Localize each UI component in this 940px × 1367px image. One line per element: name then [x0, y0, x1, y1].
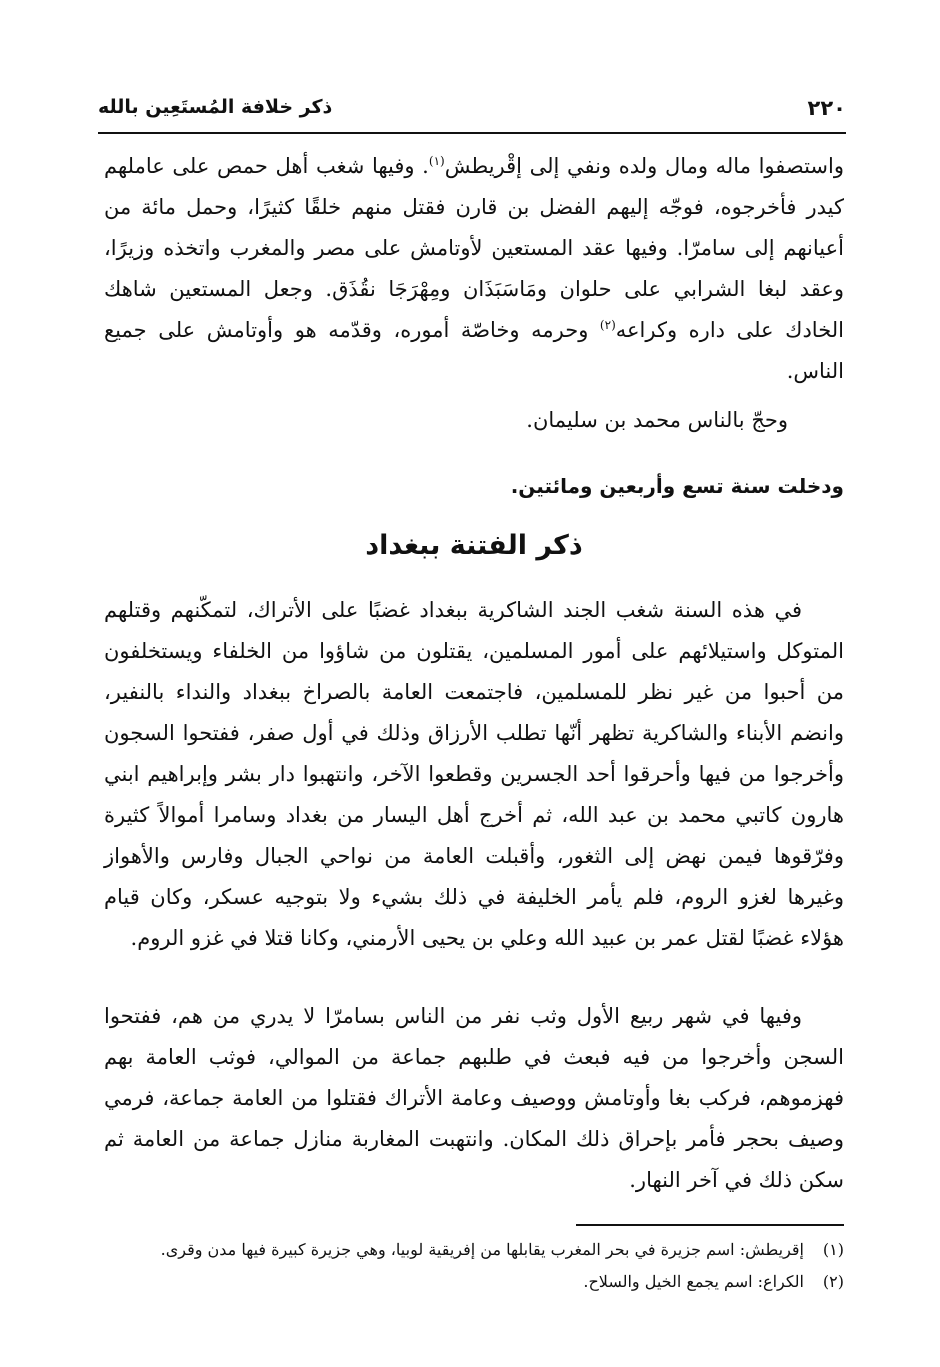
footnote-2-text: الكراع: اسم يجمع الخيل والسلاح. — [583, 1272, 804, 1291]
page-header — [98, 96, 846, 126]
page-number: ٢٢٠ — [807, 96, 846, 120]
section-heading: ذكر الفتنة ببغداد — [365, 530, 583, 561]
paragraph-1-text-b: . وفيها شغب أهل حمص على عاملهم كيدر فأخرجوه، فوجّه إليهم الفضل بن قارن فقتل منهم خلقًا كثيرًا، وحمل مائة من أعيانهم إلى سامرّا. وفيها عقد المستعين لأوتامش على مصر والمغرب واتخذه وزيرًا، وعقد لبغا الشرابي على حلوان ومَاسَبَذَان ومِهْرَجَا نقُذَق. وجعل المستعين شاهك الخادك على داره وكراعه — [104, 154, 844, 342]
footnote-1 — [104, 1236, 844, 1264]
year-entry: ودخلت سنة تسع وأربعين ومائتين. — [510, 474, 844, 498]
footnotes — [104, 1236, 844, 1300]
footnote-2-number: (٢) — [822, 1272, 844, 1291]
footnote-1-text: إقريطش: اسم جزيرة في بحر المغرب يقابلها من إفريقية لوبيا، وهي جزيرة كبيرة فيها مدن وقرى. — [160, 1240, 804, 1259]
header-rule — [98, 132, 846, 134]
paragraph-1-text-c: وحرمه وخاصّة أموره، وقدّمه هو وأوتامش على جميع الناس. — [104, 318, 844, 383]
paragraph-hajj: وحجّ بالناس محمد بن سليمان. — [526, 408, 788, 432]
footnote-rule — [576, 1224, 844, 1226]
running-title: ذكر خلافة المُستَعِين بالله — [98, 96, 333, 118]
paragraph-1-text-a: واستصفوا ماله ومال ولده ونفي إلى إقْريطش — [444, 154, 845, 178]
footnote-2 — [104, 1268, 844, 1296]
footnote-ref-1: (١) — [428, 154, 445, 168]
paragraph-samarra: وفيها في شهر ربيع الأول وثب نفر من الناس بسامرّا لا يدري من هم، ففتحوا السجن وأخرجوا من فيه فبعث في طلبهم جماعة من الموالي، فوثب العامة بهم فهزموهم، فركب بغا وأوتامش ووصيف وعامة الأتراك فقتلوا من العامة جماعة، فرمي وصيف بحجر فأمر بإحراق ذلك المكان. وانتهبت المغاربة منازل جماعة من العامة ثم سكن ذلك في آخر النهار. — [104, 1004, 844, 1192]
paragraph-fitna: في هذه السنة شغب الجند الشاكرية ببغداد غضبًا على الأتراك، لتمكّنهم وقتلهم المتوكل واستيلائهم على أمور المسلمين، يقتلون من شاؤوا من الخلفاء ويستخلفون من أحبوا من غير نظر للمسلمين، فاجتمعت العامة بالصراخ ببغداد والنداء بالنفير، وانضم الأبناء والشاكرية تظهر أنّها تطلب الأرزاق وذلك في أول صفر، ففتحوا السجون وأخرجوا من فيها وأحرقوا أحد الجسرين وقطعوا الآخر، وانتهبوا دار بشر وإبراهيم ابني هارون كاتبي محمد بن عبد الله، ثم أخرج أهل اليسار من بغداد وسامرا أموالاً كثيرة وفرّقوها فيمن نهض إلى الثغور، وأقبلت العامة من نواحي الجبال وفارس والأهواز وغيرها لغزو الروم، فلم يأمر الخليفة في ذلك بشيء ولا بتوجيه عسكر، وكان قيام هؤلاء غضبًا لقتل عمر بن عبيد الله وعلي بن يحيى الأرمني، وكانا قتلا في غزو الروم. — [104, 598, 844, 950]
paragraph-1 — [104, 146, 844, 392]
footnote-1-number: (١) — [822, 1240, 844, 1259]
footnote-ref-2: (٢) — [599, 318, 616, 332]
